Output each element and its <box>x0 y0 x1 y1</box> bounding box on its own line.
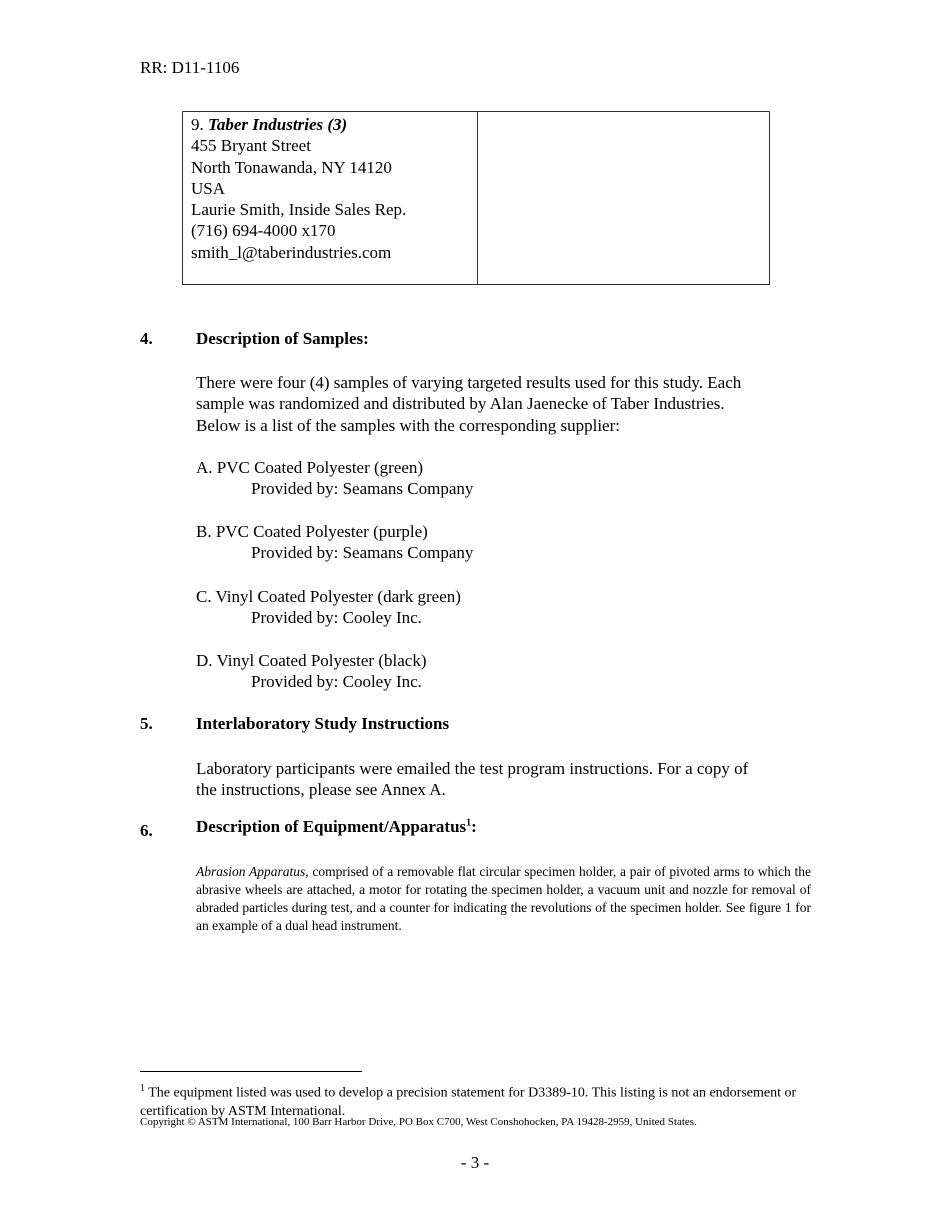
section-5-body <box>196 758 816 801</box>
section-5-title: Interlaboratory Study Instructions <box>196 714 450 733</box>
intro-line: sample was randomized and distributed by Alan Jaenecke of Taber Industries. <box>196 394 725 414</box>
lab-phone: (716) 694-4000 x170 <box>191 221 336 241</box>
empty-cell <box>478 112 769 284</box>
lab-table <box>182 111 770 285</box>
sample-provider: Provided by: Seamans Company <box>251 479 474 499</box>
lab-title <box>191 114 477 135</box>
section-6-number: 6. <box>140 821 153 840</box>
section-4-intro <box>196 372 816 436</box>
section-6-body <box>196 863 811 935</box>
lab-cell <box>183 112 478 284</box>
sample-c <box>196 586 461 629</box>
page-number: - 3 - <box>460 1153 490 1172</box>
section-6-title <box>196 817 477 837</box>
lab-email: smith_l@taberindustries.com <box>191 242 392 262</box>
section-4-title: Description of Samples: <box>196 329 369 348</box>
sample-provider: Provided by: Seamans Company <box>251 543 474 563</box>
apparatus-term: Abrasion Apparatus <box>196 864 306 879</box>
footnote <box>140 1080 800 1121</box>
body-line: Laboratory participants were emailed the test program instructions. For a copy of <box>196 759 749 778</box>
footnote-marker: 1 <box>140 1083 145 1094</box>
section-6-title-text: Description of Equipment/Apparatus <box>196 817 467 836</box>
document-header: RR: D11-1106 <box>140 58 240 77</box>
section-5-number: 5. <box>140 714 153 733</box>
lab-address-line: North Tonawanda, NY 14120 <box>191 157 392 177</box>
lab-name: Taber Industries (3) <box>208 115 348 134</box>
footnote-text: The equipment listed was used to develop a precision statement for D3389-10. This listing is not an endorsement or certification by ASTM International. <box>140 1085 797 1119</box>
body-line: the instructions, please see Annex A. <box>196 780 446 800</box>
apparatus-description: , comprised of a removable flat circular specimen holder, a pair of pivoted arms to which the abrasive wheels are attached, a motor for rotating the specimen holder, a vacuum unit and nozzle for removal of abraded particles during test, and a counter for indicating the revolutions of the specimen holder. See figure 1 for an example of a dual head instrument. <box>196 864 811 933</box>
sample-provider: Provided by: Cooley Inc. <box>251 672 422 692</box>
sample-a <box>196 457 473 500</box>
title-suffix: : <box>471 817 477 836</box>
lab-contact-name: Laurie Smith, Inside Sales Rep. <box>191 200 407 220</box>
sample-provider: Provided by: Cooley Inc. <box>251 608 422 628</box>
sample-label: D. Vinyl Coated Polyester (black) <box>196 651 427 670</box>
lab-number: 9. <box>191 115 204 134</box>
sample-label: C. Vinyl Coated Polyester (dark green) <box>196 587 461 606</box>
intro-line: Below is a list of the samples with the corresponding supplier: <box>196 415 620 435</box>
lab-address-line: 455 Bryant Street <box>191 136 311 156</box>
footnote-divider <box>140 1071 362 1072</box>
sample-b <box>196 521 473 564</box>
intro-line: There were four (4) samples of varying targeted results used for this study. Each <box>196 373 742 392</box>
sample-label: B. PVC Coated Polyester (purple) <box>196 522 428 541</box>
footnote-ref[interactable]: 1 <box>466 817 472 829</box>
lab-address-line: USA <box>191 178 226 198</box>
copyright-notice: Copyright © ASTM International, 100 Barr Harbor Drive, PO Box C700, West Conshohocken, PA 19428-2959, United States. <box>140 1116 697 1128</box>
sample-label: A. PVC Coated Polyester (green) <box>196 458 424 477</box>
section-4-number: 4. <box>140 329 153 348</box>
sample-d <box>196 650 426 693</box>
